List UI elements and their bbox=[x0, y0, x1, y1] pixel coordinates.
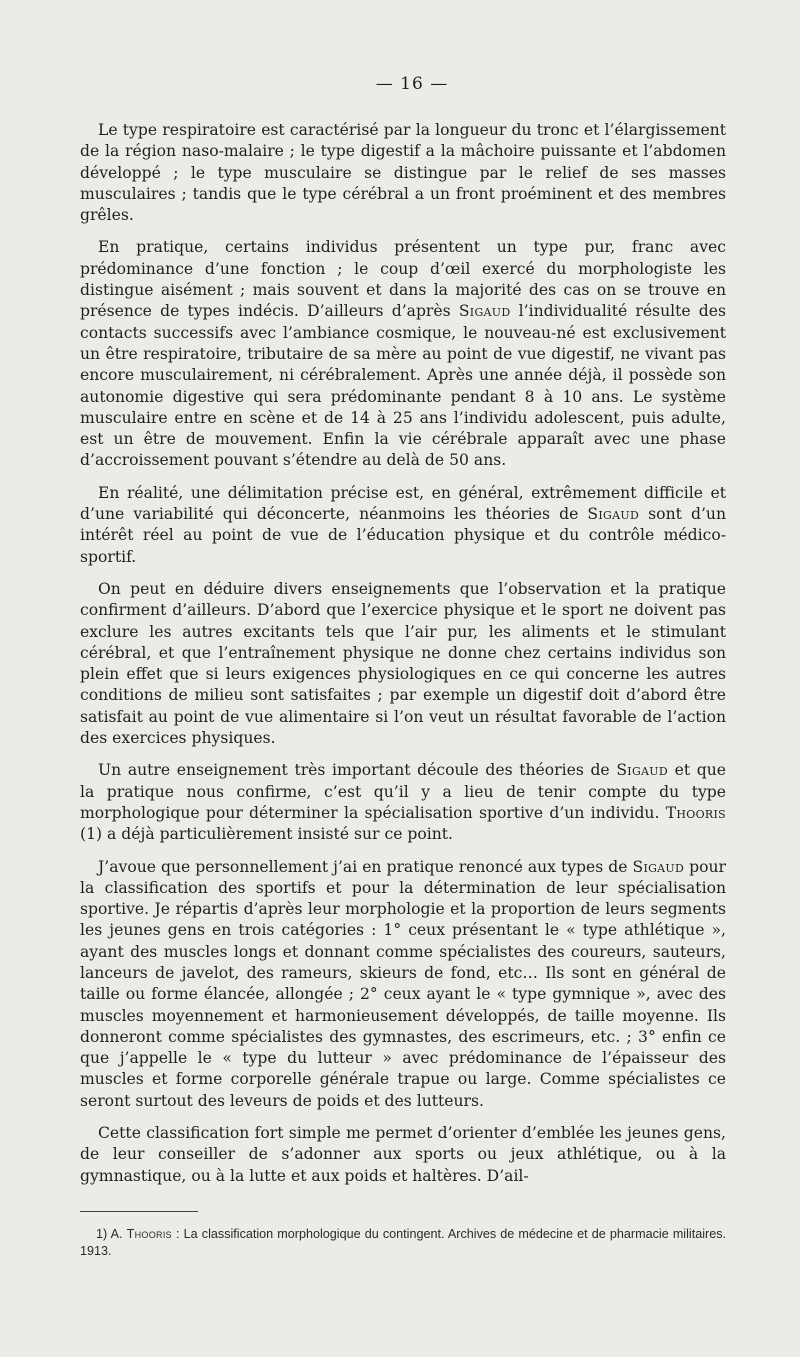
page-number: — 16 — bbox=[375, 74, 449, 94]
text-run: En réalité, une délimitation précise est, en général, extrêmement difficile et d’une variabilité qui déconcerte, néanmoins les théories de bbox=[80, 483, 726, 524]
footnote-divider bbox=[80, 1211, 198, 1212]
text-run: On peut en déduire divers enseignements que l’observation et la pratique confirment d’ailleurs. D’abord que l’exercice physique et le sport ne doivent pas exclure les autres excitants tels que l’air pur, les aliments et le stimulant cérébral, et que l’entraînement physique ne donne chez certains individus son plein effet que si leurs exigences physiologiques en ce qui concerne les autres conditions de milieu sont satisfaites ; par exemple un digestif doit d’abord être satisfait au point de vue alimentaire si l’on veut un résultat favorable de l’action des exercices physiques. bbox=[80, 579, 726, 748]
paragraph bbox=[80, 760, 726, 845]
author-name: Thooris bbox=[126, 1226, 172, 1241]
paragraph bbox=[80, 237, 726, 471]
footnote bbox=[80, 1226, 726, 1261]
text-run: l’individualité résulte des contacts successifs avec l’ambiance cosmique, le nouveau-né est exclusivement un être respiratoire, tributaire de sa mère au point de vue digestif, ne vivant pas encore musculairement, ni cérébralement. Après une année déjà, il possède son autonomie digestive qui sera prédominante pendant 8 à 10 ans. Le système musculaire entre en scène et de 14 à 25 ans l’individu adolescent, puis adulte, est un être de mouvement. Enfin la vie cérébrale apparaît avec une phase d’accroissement pouvant s’étendre au delà de 50 ans. bbox=[80, 302, 726, 470]
author-name: Sigaud bbox=[458, 302, 511, 321]
text-run: J’avoue que personnellement j’ai en pratique renoncé aux types de bbox=[98, 857, 633, 876]
paragraph bbox=[80, 1123, 726, 1187]
paragraph bbox=[80, 857, 726, 1113]
text-run: 1) A. bbox=[96, 1226, 127, 1241]
author-name: Sigaud bbox=[587, 505, 640, 524]
paragraph bbox=[80, 579, 726, 749]
paragraph bbox=[80, 483, 726, 568]
body-text bbox=[80, 120, 726, 1187]
text-run: Le type respiratoire est caractérisé par la longueur du tronc et l’élargissement de la région naso-malaire ; le type digestif a la mâchoire puissante et l’abdomen développé ; le type musculaire se distingue par le relief de ses masses musculaires ; tandis que le type cérébral a un front proéminent et des membres grêles. bbox=[80, 121, 726, 225]
text-run: pour la classification des sportifs et pour la détermination de leur spécialisation sportive. Je répartis d’après leur morphologie et la proportion de leurs segments les jeunes gens en trois catégories : 1° ceux présentant le « type athlétique », ayant des muscles longs et donnant comme spécialistes des coureurs, sauteurs, lanceurs de javelot, des rameurs, skieurs de fond, etc… Ils sont en général de taille ou forme élancée, allongée ; 2° ceux ayant le « type gymnique », avec des muscles moyennement et harmonieusement développés, de taille moyenne. Ils donneront comme spécialistes des gymnastes, des escrimeurs, etc. ; 3° enfin ce que j’appelle le « type du lutteur » avec prédominance de l’épaisseur des muscles et forme corporelle générale trapue ou large. Comme spécialistes ce seront surtout des leveurs de poids et des lutteurs. bbox=[80, 857, 726, 1110]
author-name: Thooris bbox=[665, 803, 726, 822]
text-run: : La classification morphologique du contingent. Archives de médecine et de pharmacie militaires. 1913. bbox=[80, 1226, 726, 1259]
author-name: Sigaud bbox=[616, 761, 668, 780]
text-run: Un autre enseignement très important découle des théories de bbox=[98, 761, 617, 780]
paragraph bbox=[80, 120, 726, 226]
text-run: sont d’un intérêt réel au point de vue de l’éducation physique et du contrôle médico-sportif. bbox=[80, 505, 726, 566]
text-run: En pratique, certains individus présentent un type pur, franc avec prédominance d’une fonction ; le coup d’œil exercé du morphologiste les distingue aisément ; mais souvent et dans la majorité des cas on se trouve en présence de types indécis. D’ailleurs d’après bbox=[80, 238, 726, 321]
text-run: et que la pratique nous confirme, c’est qu’il y a lieu de tenir compte du type morphologique pour déterminer la spécialisation sportive d’un individu. bbox=[80, 761, 726, 822]
text-run: Cette classification fort simple me permet d’orienter d’emblée les jeunes gens, de leur conseiller de s’adonner aux sports ou jeux athlétique, ou à la gymnastique, ou à la lutte et aux poids et haltères. D’ail- bbox=[80, 1124, 726, 1185]
text-run: (1) a déjà particulièrement insisté sur ce point. bbox=[80, 825, 454, 844]
author-name: Sigaud bbox=[632, 857, 685, 876]
